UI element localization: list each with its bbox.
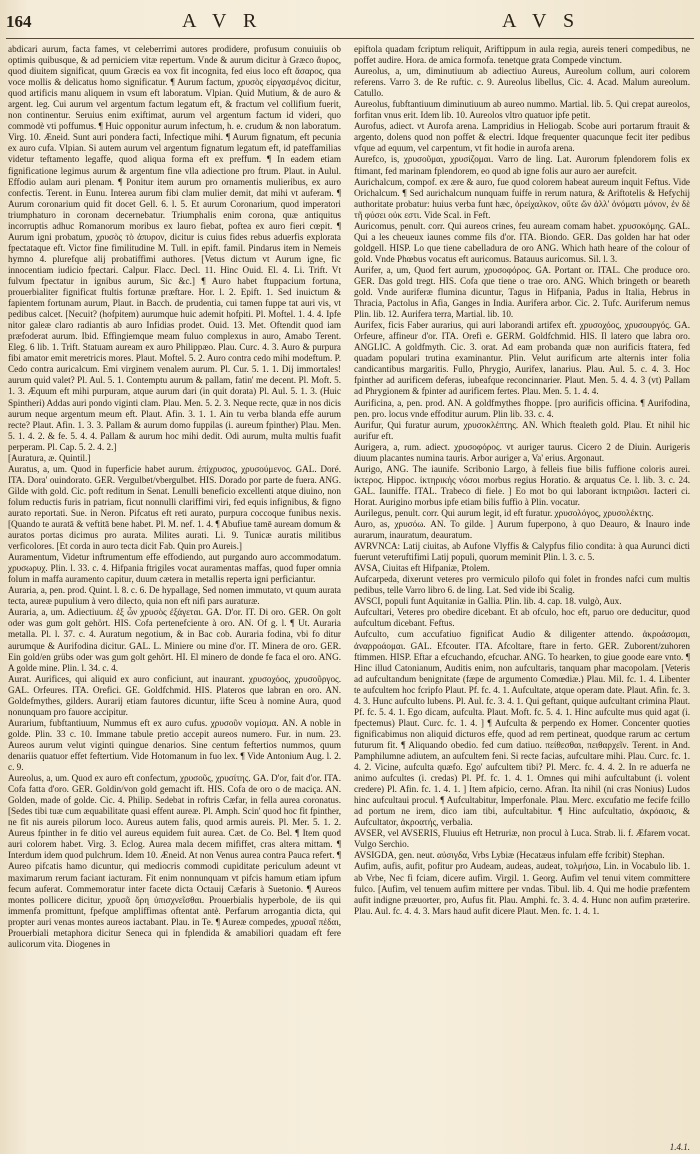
dictionary-entry: Aurigo, ANG. The iaunife. Scribonio Largo, à felleis fiue bilis fuffione coloris aurei. ἰκτερος. Hippoc. ἰκτηρικὴς νόσοι morbus regius Horatio. & arquatus Ce. l. lib. 3. c. 24. GAL. Iauniffe. ITAL. Trabeco di fiele. ] Eo mot bo qui laborant ἰκτηριῶσι. Iacteri ci. Horat. Aurigino morbus ipfe etiam bilis fuffio à Plin. vocatur. xyxy=(354,463,690,507)
left-column xyxy=(8,44,341,1148)
dictionary-entry: [Auratura, æ. Quintil.] xyxy=(8,452,91,463)
dictionary-entry: Aurifex, ficis Faber aurarius, qui auri laborandi artifex eft. χρυσοχόος, χρυσουργός. GA. Orfeure, affineur d'or. ITA. Orefi e. GERM. Goldfchmid. HIS. Il latero que labra oro. ANGLIC. A goldfmyth. Cic. 3. orat. Ad eam probanda quæ non aurificis ftatera, fed quadam populari trutina examinantur. Plin. Velut aurificum arte alternis inter folia candicantibus margaritis. Fullo, Phrygio, Aurifex, lanarius. Plau. Aul. 5. c. 4. 3. Hoc fpinther ad aurificem deferas, iubeafque reconcinnarier. Plaut. Men. 5. 4. 4. 3 (vt) Pallam ad Phrygionem & fpinter ad aurificem fertes. Plau. Men. 5. 1. 4. 4. xyxy=(354,320,690,397)
dictionary-entry: AVRVNCA: Latij ciuitas, ab Aufone Vlyffis & Calypfus filio condita: à qua Aurunci dicti fuerunt veteruftifimi Latij populi, quorum meminit Plin. l. 3. c. 5. xyxy=(354,541,690,563)
dictionary-entry: Auraria, a, um. Adiectiuum. ἐξ ὧν χρυσὸς ἐξάγεται. GA. D'or. IT. Di oro. GER. On golt oder was gum golt gehört. HIS. Cofa pertenefciente à oro. AN. Of g. l. ¶ Ut. Auraria metalla. Pl. l. 37. c. 4. Auratum negotium, & in Bac cob. Auraria fodina, vbi fo ditur aurumque & Aurifodina dicitur. GAL. L. Miniere ou mine d'or. IT. Minera de oro. GER. Ein gold/en grübs oder was gum golt gehört. HI. El minero de donde fe faca el oro. ANG. A golde mine. Plin. l. 34. c. 4. xyxy=(8,607,341,673)
dictionary-entry: Auraria, a, pen. prod. Quint. l. 8. c. 6. De hypallage, Sed nomen immutato, vt quum aurata tecta, aureæ pupulium à vero dilecto, quia non eft nifi pars auraturæ. xyxy=(8,585,341,607)
text-columns xyxy=(0,44,700,1148)
dictionary-entry: Aurilegus, penult. corr. Qui aurum legit, id eft furatur. χρυσολόγος, χρυσολέκτης. xyxy=(354,507,654,518)
dictionary-entry: Auro, as, χρυσόω. AN. To gilde. ] Aurum fuperpono, à quo Deauro, & Inauro inde aurarum, inauratum, deauratum. xyxy=(354,519,690,541)
dictionary-entry: AVSER, vel AVSERIS, Fluuius eft Hetruriæ, non procul à Luca. Strab. li. f. Æfarem vocat. Vulgo Serchio. xyxy=(354,828,690,850)
dictionary-entry: Aurofus, adiect. vt Aurofa arena. Lampridius in Heliogab. Scobe auri portarum ftrauit & argento, dolens quod non poffet & electri. Idque frequenter quacunque fecit iter pedibus vfque ad equum, vel carpentum, vt fit hodie in aurofa arena. xyxy=(354,121,690,154)
dictionary-entry: Aurificina, a, pen. prod. AN. A goldfmythes fhoppe. [pro aurificis officina. ¶ Aurifodina, pen. pro. locus vnde effoditur aurum. Plin lib. 33. c. 4. xyxy=(354,397,690,419)
dictionary-entry: Aurigera, a, rum. adiect. χρυσοφόρος. vt auriger taurus. Cicero 2 de Diuin. Aurigeris diuum placantes numina tauris. Arbor auriger a, Va' erius. Argonaut. xyxy=(354,441,690,463)
dictionary-entry: Aurat. Aurifices, qui aliquid ex auro conficiunt, aut inaurant. χρυσοχόος, χρυσοῦργος. GAL. Orfeures. ITA. Orefici. GE. Goldfchmid. HIS. Plateros que labran en oro. AN. Goldefmythes, gilders. Aurarij etiam fautores dicuntur, iifte Sceu à nomine Aura, quod nonunquam pro fauore accipitur. xyxy=(8,673,341,717)
dictionary-entry: AVSIGDA, gen. neut. αὐσιγδα, Vrbs Lybiæ (Hecatæus infulam effe fcribit) Stephan. xyxy=(354,850,665,861)
dictionary-entry: Aurifur, Qui furatur aurum, χρυσοκλέπτης. AN. Which ftealeth gold. Plau. Et nihil hic aurifur eft. xyxy=(354,419,690,441)
running-head-right: A V S xyxy=(502,10,581,32)
catchword: 1.4.1. xyxy=(669,1142,690,1152)
dictionary-entry: Aureolus, fubftantiuum diminutiuum ab aureo nummo. Martial. lib. 5. Qui crepat aureolos, forfitan vnus erit. Idem lib. 10. Aureolos vltro quatuor ipfe petit. xyxy=(354,99,690,121)
dictionary-entry: AVSCI, populi funt Aquitaniæ in Gallia. Plin. lib. 4. cap. 18. vulgò, Aux. xyxy=(354,596,622,607)
dictionary-entry: Aufcarpeda, dixerunt veteres pro vermiculo pilofo qui folet in frondes nafci cum multis pedibus, telle Varro libro 6. de ling. Lat. Sed vide ibi Scalig. xyxy=(354,574,690,596)
page-number: 164 xyxy=(6,12,32,31)
dictionary-entry: Aufculto, cum accufatiuo fignificat Audio & diligenter attendo. ἀκροάσομαι, ἀναρροάομαι. GAL. Efcouter. ITA. Afcoltare, ftare in ferto. GER. Zuborent/zuhoren ftimmen. HISP. Eftar a efcuchando, efcuchar. ANG. To hearken, to giue goode eare vnto. ¶ Hinc illud Catonianum, Auditis enim, non aufcultaris, tanquam phar macopolam. [Veteris ad aufcultandum benignitate (fæpe de argumento Comœdiæ.) Plau. Mil. fc. 1. 4. Libenter te aufcultem hoc fcripfo Plaut. Pf. fc. 4. 1. Aufcultate, atque operam date. Plaut. Afin. fc. 3. 4. 3. Hunc aufculto lubens. Pl. Aul. fc. 3. 4. 1. Qui geftant, quique aufcultant crimina Plaut. Pf. fc. 5. 4. 1. Ego dicam, aufculta. Plaut. Moft. fc. 5. 4. 1. Hinc aufculte mus quid agat (i. fpectemus) Plaut. Curc. fc. 1. 4. ] ¶ Aufculta & perpendo ex Homer. Concenter quoties fignificabimus non aliquid dicturos effe, quod ad rem pertineat, quodque rarum ac certum futurum fit. ¶ Aliquando obedio. fed cum datiuo. πείθεσθαι, πειθαρχεῖν. Terent. in And. Pamphilumne adiutem, an aufcultem feni. Si recte facias, aufcultare mihi. Plau. Curc. fc. 1. 4. 2. Vicine, aufculta quæfo. Ego' aufcultem tibi? Pl. Merc. fc. 4. 4. 2. In re aduerfa ne animo aufcultes (i. credas) Pl. Pf. fc. 1. 4. 1. Omnes qui mihi aufcultabunt (i. volent credere) Pl. Afin. fc. 1. 4. 1. ] Item afpicio, cerno. Afran. Ita nihil (ni cras Nonius) Ludos hinc aufcultaui procul. ¶ Aufcultabitur, Imperfonale. Plau. Merc. excufatio me fecife fcillo ad portum ne irem, dico iam tibi, aufcultabitur. ¶ Hinc aufcultatio, ἀκρόασις, & Aufcultator, ἀκροατής, verbalia. xyxy=(354,629,690,828)
dictionary-entry: Aufim, aufis, aufit, pofitur pro Audeam, audeas, audeat, τολμήσω, Lin. in Vocabulo lib. 1. ab Vrbe, Nec fi fciam, dicere aufim. Virgil. 1. Georg. Aufim vel tenui vitem committere fulco. [Aufim, vel tenuem aufim mittere per vndas. Tibul. lib. 4. Qui me hodie præfentem aufit indigne præuorter, pro, Aufus fit. Plau. Amphi. fc. 3. 4. 4. Hunc non aufim præterire. Plau. Aul. fc. 4. 4. 3. Mars haud aufit dicere Plaut. Men. fc. 1. 4. 1. xyxy=(354,861,690,916)
dictionary-entry: Aureolus, a, um, diminutiuum ab adiectiuo Aureus, Aureolum collum, auri colorem referens. Varro 3. de Re ruftic. c. 9. Aureolus libellus, Cic. 4. Acad. Malum aureolum. Catullo. xyxy=(354,66,690,99)
dictionary-entry: Aurifer, a, um, Quod fert aurum, χρυσοφόρος. GA. Portant or. ITAL. Che produce oro. GER. Das gold tregt. HIS. Cofa que tiene o trae oro. ANG. Which bringeth or beareth gold. Vnde auriferæ flumina dicuntur, Tagus in Hifpania, Padus in Italia, Hebrus in Thracia, Pactolus in Afia, Ganges in India. Aurifera arbor. Cic. 2. Tufc. Auriferum nemus Plin. lib. 12. Aurifera terra, Martial. lib. 10. xyxy=(354,264,690,320)
dictionary-entry: Aureolus, a, um. Quod ex auro eft confectum, χρυσοῦς, χρυσίτης. GA. D'or, fait d'or. ITA. Cofa fatta d'oro. GER. Goldin/von gold gemacht ift. HIS. Cofa de oro o de maciça. AN. Golden, made of golde. Cic. 4. Philip. Sedebat in roftris Cæfar, in fella aurea coronatus. [Sedes tibi tuæ cum æquabilitate quasi effent aureæ. Pl. Amph. Scin' quod hoc fit fpinther, ne fit nis aureis pilorum loco. Aureus autem falis, quod armis aureis. Pl. Mer. 5. 1. 2. Aureus fpinther in fe ditio vel aureus equidem fuit aurea. Cæt. de Co. Bel. ¶ Item quod auri colorem habet. Virg. 3. Eclog. Aurea mala decem mififfet, cras altera mittam. ¶ Interdum idem quod pulchrum. Idem 10. Æneid. At non Venus aurea contra Pauca refert. ¶ Aureo pifcatis hamo dicuntur, qui mediocris commodi cupiditate periculum adeunt vt maximarum rerum faciant iacturam. Fit enim nonnunquam vt pifcis hamum etiam ipfum fecum auferat. Commemoratur inter facete dicta Octauij Cæfaris à Suetonio. ¶ Aureos montes pollicere dicitur, χρυσᾶ ὄρη ὑπισχνεῖσθαι. Prouerbialis hyperbole, de iis qui immenfa promittunt, fpefque ampliffimas oftentat antè. Perfarum arrogantia dicta, qui propter auri venas montes aureos iactabant. Plau. in Te. ¶ Aureæ compedes, χρυσαῖ πέδαι, Prouerbiali metaphora dicitur Seneca qui in fplendida & amabiliori quadam eft fere aulicorum vita. Diogenes in xyxy=(8,773,341,949)
dictionary-entry: Auratus, a, um. Quod in fuperficie habet aurum. ἐπίχρυσος, χρυσούμενος. GAL. Doré. ITA. Dora' ouindorato. GER. Vergulbet/vbergulbet. HIS. Dorado por parte de fuera. ANG. Gilde with gold. Cic. poft reditum in Senat. Lenulli beneficio excellenti atque diuino, non folum reductis furis in patriam, ficut nonnulli clariffimi viri, fed equis infignibus, & figno aurato reportati. Sue. in Neron. Pifcatus eft reti aurato, purpura coccoque funibus nexis. [Quando te auratā & veftitā bene habet. Pl. M. nef. 1. 4. ¶ Abufiue tamē auream domum & auratos portas dicimus pro aurata. Milites aurati. Li. 9. Tunicæ auratis militibus verficolores. [Et corda in auro tecta dicit Fab. Quin pro Aureis.] xyxy=(8,463,341,552)
dictionary-entry: Auramentum, Videtur inftrumentum effe effodiendo, aut purgando auro accommodatum. χρυσωρυχ. Plin. l. 33. c. 4. Hifpania ftrigiles vocat auramentas maffas, quod fuper omnia folum in maffa auramento capitur, duum cætera in metallis reperta igni perficiantur. xyxy=(8,552,341,585)
dictionary-entry: Aurarium, fubftantiuum, Nummus eft ex auro cufus. χρυσοῦν νομίσμα. AN. A noble in golde. Plin. 33 c. 10. Immane tabule pretio accepit aureos numero. Fur. in num. 23. Aureos aurum velut viginti quingue denarios. Sine centum feftertios nummos, quum denariis quatuor effet feftertium. Vide Hotomanum in fuo lex. ¶ Vide Antonium Aug. l. 2. c. 9. xyxy=(8,717,341,773)
page-header xyxy=(0,10,700,38)
dictionary-entry: Aurichalcum, compof. ex ære & auro, fue quod colorem habeat aureum inquit Feftus. Vide Orichalcum. ¶ Sed aurichalcum nunquam fuiffe in rerum natura, & Ariftotelis & Hefychij authoritate probatur: huius verba funt hæc, ὀρείχαλκον, οὔτε ὤν ἀλλ' ὀνόματι μόνον, ἐν δὲ τῆ φύσει οὐκ εστι. Vide Scal. in Feft. xyxy=(354,176,690,220)
dictionary-entry: Auricomus, penult. corr. Qui aureos crines, feu auream comam habet. χρυσοκόμης. GAL. Qui a les cheueux iaunes comme fils d'or. ITA. Biondo. GER. Das golden har hat oder goldgell. HISP. Lo que tiene cabelladura de oro ANG. Which hath heare of the colour of gold. Vnde Phœbus vocatus eft auricomus. Batauus auricomus. Sil. l. 3. xyxy=(354,220,690,264)
dictionary-entry: Aurefco, is, χρυσοῦμαι, χρυσίζομαι. Varro de ling. Lat. Aurorum fplendorem folis ex ftimant, fed marinam fplendorem, eo quod ab igne folis aur auro aer aurefcit. xyxy=(354,154,690,176)
running-head-left: A V R xyxy=(182,10,263,32)
dictionary-entry: epiftola quadam fcriptum reliquit, Ariftippum in aula regia, aureis teneri compedibus, ne poffet audire. Hora. de amica formofa. tenetque grata Compede vinctum. xyxy=(354,44,690,66)
dictionary-entry: AVSA, Ciuitas eft Hifpaniæ, Ptolem. xyxy=(354,563,490,574)
dictionary-entry: Aufcultari, Veteres pro obedire dicebant. Et ab ofculo, hoc eft, paruo ore deducitur, quod aufcultum dicebant. Feftus. xyxy=(354,607,690,629)
right-column xyxy=(354,44,690,1148)
header-rule xyxy=(6,38,694,39)
dictionary-entry: abdicari aurum, facta fames, vt celeberrimi autores prodidere, profusum conuiuiis ob optimis quibusque, & ad perniciem vitæ repertum. Vnde & aurum dicitur à Græco ἄυρος, quod diuitem significat, quum Græcis ea vox fit incognita, fed eius loco eft ἄσαρος, qua voce mollis & delicatus homo significatur. ¶ Aurum factum, χρυσὸς εἰργασμένος dicitur, quod artificis manu aliquem in vsum eft laboratum. Vlpian. Quid Mutium, & de auro & argent. leg. Cui aurum vel argentum factum legatum eft, & fractum vel collifium fuerit, non continentur. Seruius enim exiftimat, aurum vel argentum factum id videri, quo commodè vti poffumus. ¶ Huic opponitur aurum infectum, h. e. crudum & non laboratum. Virg. 10. Æneid. Sunt auri pondera facti, Infectique mihi. ¶ Aurum fignatum, eft pecunia ex auro cufa. Vlpian. Si autem aurum vel argentum fignatum legatum eft, id pateffamilias videtur teftamento legaffe, quod aliqua forma eft ex preffum. ¶ In eadem etiam fignificatione legimus aurum & argentum fine vlla adiectione pro ftrum. Plaut. in Aulul. Effodio aulam auri plenam. ¶ Ponitur item aurum pro ornamentis mulieribus, ex auro confectis. Terent. in Eunu. Interea aurum fibi clam mulier demit, dat mihi vt auferam. ¶ Aurum coronarium quid fit docet Gell. 6. l. 5. Et aurum Coronarium, quod imperatori triumphaturo in coronam decernebatur. Triumphalis enim corona, quæ antiquitus incorruptis adhuc Romanorum moribus ex lauro fiebat, poftea ex auro fieri cœpit. ¶ Aurum igni probatum, χρυσὸς τὸ ἀπυρον, dicitur is cuius fides rebus aduerfis explorata fpectataque eft. Victor fine fimilitudine M. Tull. in epift. famil. Pindarus item in Nemeis hymno 4. plurefque alij probatiffimi authores. [Vetus dictum vt Aurum igne, fic innocentiam iudicio fpectari. Calpur. Flacc. Decl. 11. Hinc Ouid. El. 4. Li. Trift. Vt fulvum fpectatur in ignibus aurum, Sic &c.] ¶ Auro habet ftuppacium fortuna, prouerbialiter fignificat ftultis fortunæ præftare. Hor. l. 2. Epift. 1. Sed inuictum & fapientem fortunam aurum, Plaut. in Bacch. de prudentia, cui tamen fuppe tat auri vis, vt pedibus calcet. [Necuit? (hofpitem) aurumque huic ademit hofpiti. Pl. Moftel. 1. 4. 4. Ipfe nitor galeæ claro radiantis ab auro Infidias prodet. Ouid. 13. Met. Oftendit quod iam præfoderat aurum. Ibid. Effingiemque meam fuluo complexus in auro, Amabo Terent. Eleg. 6 lib. 1. Trift. Statuam auream ex auro Philippæo. Plau. Curc. 4. 3. Auro & purpura fibi amator emit meretricis mores. Plaut. Moftel. 5. 2. Auro contra cedo mihi modeftum. P. Cedo contra auricalcum. Emi virginem venalem aurum. Pl. Cur. 5. 1. 1. Dij immortales! aurum quid valet? Pl. Aul. 5. 1. Contemptu aurum & pallam, fatin' me decent. Pl. Moft. 5. 1. 3. Æquum eft mihi purpuram, atque aurum dari (in quit dorata) Pl. Aul. 5. 1. 3. (Huic Spintheri) Addas auri pondo viginti clam. Plau. Men. 5. 2. 3. Neque recte, quæ in nos dicis aurum neque argentum meum eft. Plaut. Afin. 3. 1. 1. Ain tu verba blanda effe aurum recte? Plaut. Afin. 1. 3. 3. Pallam & aurum domo fuppilas (i. aureum fpinther) Plau. Men. 5. 1. 4. 2. & fe. 5. 4. 4. Pallam & aurum hoc mihi dedit. Odi aurum, multa multis fuafit perperam. Pl. Cap. 5. 2. 4. 2.] xyxy=(8,44,341,452)
